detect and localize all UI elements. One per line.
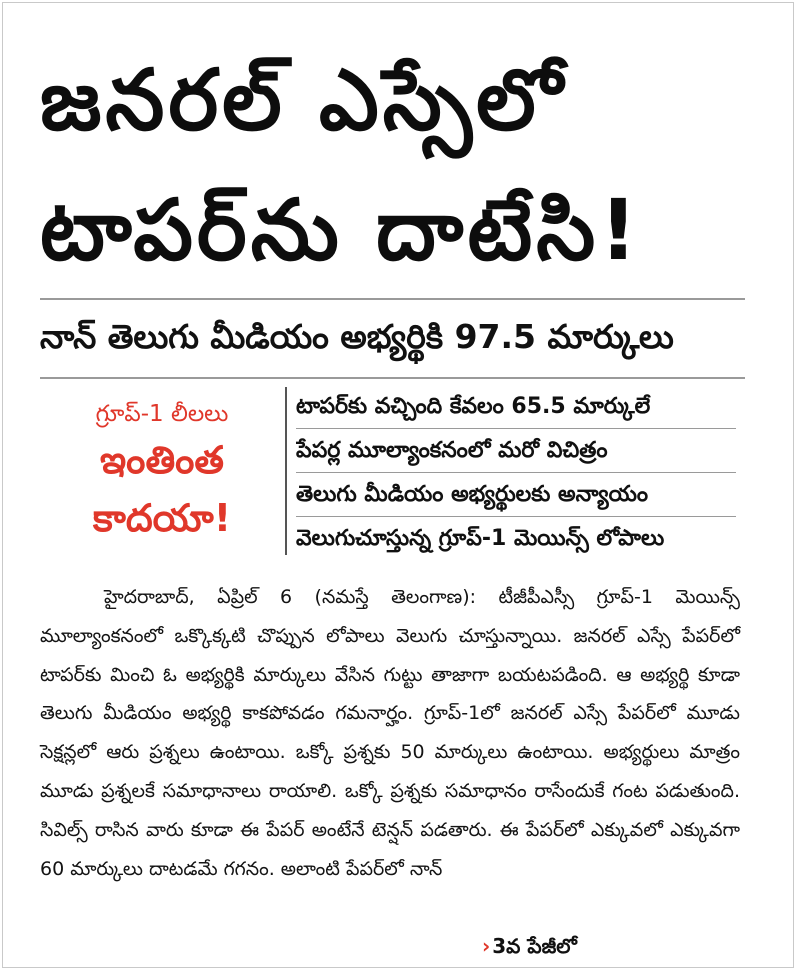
headline-line-2: టాపర్‌ను దాటేసి! bbox=[40, 181, 642, 279]
callout-title-line-2: కాదయా! bbox=[92, 496, 232, 540]
highlight-item: టాపర్‌కు వచ్చింది కేవలం 65.5 మార్కులే bbox=[296, 385, 736, 429]
highlight-item: పేపర్ల మూల్యాంకనంలో మరో విచిత్రం bbox=[296, 429, 736, 473]
sidebar-callout bbox=[48, 385, 276, 557]
highlight-item: తెలుగు మీడియం అభ్యర్థులకు అన్యాయం bbox=[296, 473, 736, 517]
continued-label: 3వ పేజీలో bbox=[492, 934, 577, 958]
subheadline: నాన్ తెలుగు మీడియం అభ్యర్థికి 97.5 మార్కులు bbox=[40, 317, 674, 356]
highlights-list bbox=[296, 385, 736, 560]
vertical-divider bbox=[285, 387, 287, 555]
article-body: హైదరాబాద్, ఏప్రిల్ 6 (నమస్తే తెలంగాణ): టీజీపీఎస్సీ గ్రూప్-1 మెయిన్స్ మూల్యాంకనంలో ఒక్కొక్కటి చొప్పున లోపాలు వెలుగు చూస్తున్నాయి. జనరల్ ఎస్సే పేపర్‌లో టాపర్‌కు మించి ఓ అభ్యర్థికి మార్కులు వేసిన గుట్టు తాజాగా బయటపడింది. ఆ అభ్యర్థి కూడా తెలుగు మీడియం అభ్యర్థి కాకపోవడం గమనార్హం. గ్రూప్-1లో జనరల్ ఎస్సే పేపర్‌లో మూడు సెక్షన్లలో ఆరు ప్రశ్నలు ఉంటాయి. ఒక్కో ప్రశ్నకు 50 మార్కులు ఉంటాయి. అభ్యర్థులు మాత్రం మూడు ప్రశ్నలకే సమాధానాలు రాయాలి. ఒక్కో ప్రశ్నకు సమాధానం రాసేందుకే గంట పడుతుంది. సివిల్స్ రాసిన వారు కూడా ఈ పేపర్ అంటేనే టెన్షన్ పడతారు. ఈ పేపర్‌లో ఎక్కువలో ఎక్కువగా 60 మార్కులు దాటడమే గగనం. అలాంటి పేపర్‌లో నాన్ bbox=[40, 586, 740, 880]
highlight-item: వెలుగుచూస్తున్న గ్రూప్-1 మెయిన్స్ లోపాలు bbox=[296, 526, 665, 551]
callout-title-line-1: ఇంతింత bbox=[100, 438, 224, 482]
headline-line-1: జనరల్ ఎస్సేలో bbox=[40, 51, 567, 149]
chevron-right-icon: › bbox=[482, 934, 491, 958]
continued-on-page bbox=[482, 931, 577, 961]
divider-bottom bbox=[40, 377, 745, 379]
divider-top bbox=[40, 298, 745, 300]
callout-kicker: గ్రూప్-1 లీలలు bbox=[95, 401, 229, 427]
